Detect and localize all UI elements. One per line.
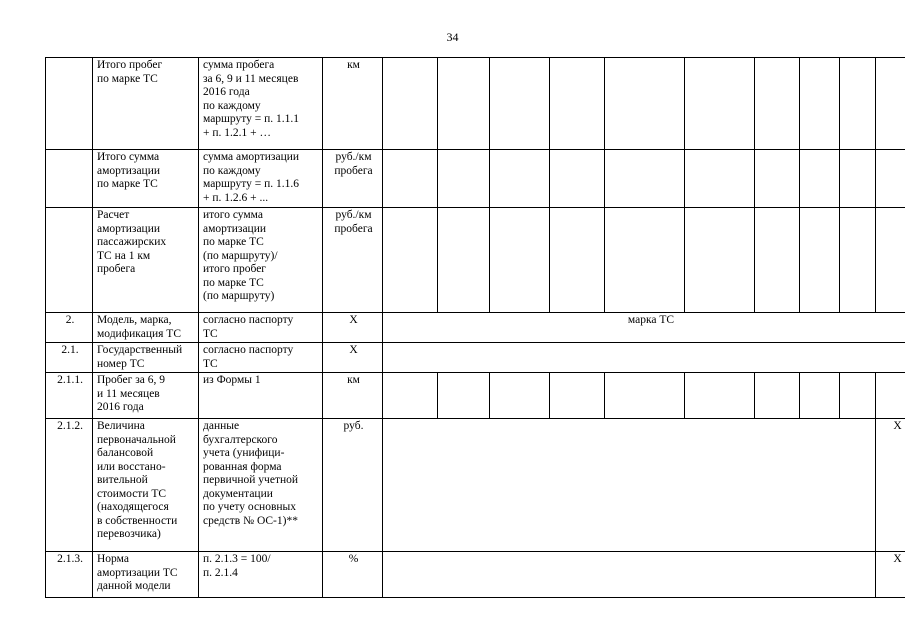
- value-cell: [550, 150, 605, 208]
- table-row: [46, 419, 905, 552]
- table-row: [46, 552, 905, 598]
- value-cell: [800, 58, 840, 150]
- page-number: 34: [446, 30, 459, 44]
- value-cell: [383, 373, 438, 419]
- value-cell: [876, 58, 905, 150]
- value-cell: [438, 150, 490, 208]
- value-cell: [490, 208, 550, 313]
- value-cell: [755, 373, 800, 419]
- brand-merged-cell: марка ТС: [383, 313, 905, 343]
- indicator-name: Пробег за 6, 9 и 11 месяцев 2016 года: [93, 373, 199, 419]
- indicator-name: Итого пробег по марке ТС: [93, 58, 199, 150]
- table-row: [46, 208, 905, 313]
- table-row: [46, 150, 905, 208]
- row-number: 2.1.1.: [46, 373, 93, 419]
- row-number: 2.1.3.: [46, 552, 93, 598]
- x-mark-cell: Х: [876, 419, 905, 552]
- value-cell: [800, 373, 840, 419]
- value-cell: [685, 373, 755, 419]
- value-cell: [755, 58, 800, 150]
- indicator-name: Расчет амортизации пассажирских ТС на 1 км пробега: [93, 208, 199, 313]
- unit-cell: км: [323, 373, 383, 419]
- value-cell: [876, 373, 905, 419]
- table-row: [46, 343, 905, 373]
- value-cell: [840, 58, 876, 150]
- row-number: [46, 208, 93, 313]
- data-table: [45, 57, 905, 598]
- value-cell: [605, 373, 685, 419]
- value-cell: [438, 58, 490, 150]
- indicator-source: из Формы 1: [199, 373, 323, 419]
- indicator-name: Норма амортизации ТС данной модели: [93, 552, 199, 598]
- value-cell: [755, 150, 800, 208]
- value-cell: [438, 208, 490, 313]
- value-cell: [438, 373, 490, 419]
- value-cell: [876, 208, 905, 313]
- indicator-name: Величина первоначальной балансовой или восстано- вительной стоимости ТС (находящегося в собственности перевозчика): [93, 419, 199, 552]
- value-cell: [605, 150, 685, 208]
- value-cell: [383, 58, 438, 150]
- row-number: 2.: [46, 313, 93, 343]
- value-cell: [550, 373, 605, 419]
- unit-cell: руб.: [323, 419, 383, 552]
- value-cell: [605, 208, 685, 313]
- indicator-source: итого сумма амортизации по марке ТС (по маршруту)/ итого пробег по марке ТС (по маршруту): [199, 208, 323, 313]
- table-row: [46, 313, 905, 343]
- row-number: [46, 58, 93, 150]
- row-number: 2.1.: [46, 343, 93, 373]
- value-cell: [800, 150, 840, 208]
- value-cell: [685, 208, 755, 313]
- row-number: 2.1.2.: [46, 419, 93, 552]
- unit-cell: руб./км пробега: [323, 208, 383, 313]
- indicator-name: Модель, марка, модификация ТС: [93, 313, 199, 343]
- value-cell: [685, 150, 755, 208]
- table-row: [46, 373, 905, 419]
- merged-empty-cell: [383, 419, 876, 552]
- value-cell: [840, 373, 876, 419]
- value-cell: [383, 208, 438, 313]
- value-cell: [383, 150, 438, 208]
- value-cell: [550, 208, 605, 313]
- value-cell: [876, 150, 905, 208]
- unit-cell: %: [323, 552, 383, 598]
- indicator-source: согласно паспорту ТС: [199, 313, 323, 343]
- value-cell: [550, 58, 605, 150]
- value-cell: [840, 208, 876, 313]
- indicator-source: п. 2.1.3 = 100/ п. 2.1.4: [199, 552, 323, 598]
- indicator-source: согласно паспорту ТС: [199, 343, 323, 373]
- indicator-source: сумма пробега за 6, 9 и 11 месяцев 2016 года по каждому маршруту = п. 1.1.1 + п. 1.2.1 + …: [199, 58, 323, 150]
- value-cell: [490, 58, 550, 150]
- indicator-source: сумма амортизации по каждому маршруту = п. 1.1.6 + п. 1.2.6 + ...: [199, 150, 323, 208]
- merged-empty-cell: [383, 343, 905, 373]
- value-cell: [490, 150, 550, 208]
- table-row: [46, 58, 905, 150]
- x-mark-cell: Х: [876, 552, 905, 598]
- value-cell: [755, 208, 800, 313]
- indicator-name: Итого сумма амортизации по марке ТС: [93, 150, 199, 208]
- value-cell: [840, 150, 876, 208]
- value-cell: [490, 373, 550, 419]
- row-number: [46, 150, 93, 208]
- merged-empty-cell: [383, 552, 876, 598]
- value-cell: [605, 58, 685, 150]
- value-cell: [800, 208, 840, 313]
- unit-cell: руб./км пробега: [323, 150, 383, 208]
- value-cell: [685, 58, 755, 150]
- unit-cell: Х: [323, 313, 383, 343]
- unit-cell: Х: [323, 343, 383, 373]
- indicator-source: данные бухгалтерского учета (унифици- рованная форма первичной учетной документации по учету основных средств № ОС-1)**: [199, 419, 323, 552]
- unit-cell: км: [323, 58, 383, 150]
- indicator-name: Государственный номер ТС: [93, 343, 199, 373]
